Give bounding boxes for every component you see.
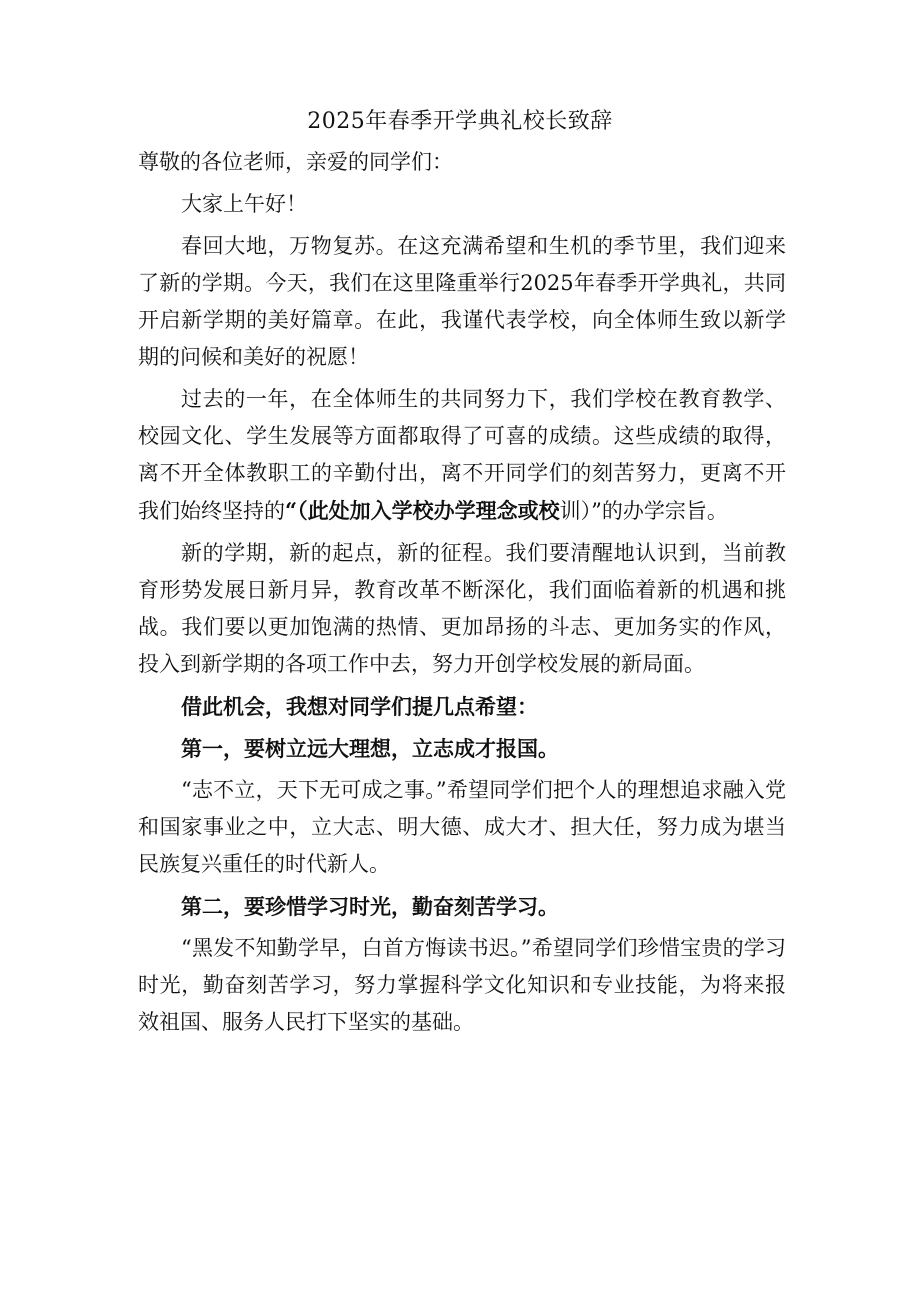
greeting: 大家上午好！	[181, 192, 307, 216]
document-title: 2025年春季开学典礼校长致辞	[307, 109, 613, 134]
hopes-intro: 借此机会，我想对同学们提几点希望：	[181, 694, 538, 719]
document-body	[138, 144, 786, 1046]
hope-1-text: “志不立，天下无可成之事。”希望同学们把个人的理想追求融入党和国家事业之中，立大志、明大德、成大才、担大任，努力成为堪当民族复兴重任的时代新人。	[138, 778, 786, 876]
paragraph-review-end: 训）”的办学宗旨。	[559, 499, 728, 523]
school-motto-placeholder: “（此处加入学校办学理念或校	[285, 498, 560, 523]
paragraph-intro: 春回大地，万物复苏。在这充满希望和生机的季节里，我们迎来了新的学期。今天，我们在这里隆重举行2025年春季开学典礼，共同开启新学期的美好篇章。在此，我谨代表学校，向全体师生致以新学期的问候和美好的祝愿！	[138, 234, 786, 369]
salutation: 尊敬的各位老师，亲爱的同学们：	[138, 150, 453, 174]
hope-1-heading: 第一，要树立远大理想，立志成才报国。	[181, 736, 559, 761]
paragraph-review	[138, 381, 786, 530]
paragraph-review-text: 过去的一年，在全体师生的共同努力下，我们学校在教育教学、校园文化、学生发展等方面都取得了可喜的成绩。这些成绩的取得，离不开全体教职工的辛勤付出，离不开同学们的刻苦努力，更离不开我们始终坚持的	[138, 387, 786, 523]
hope-2-text: “黑发不知勤学早，白首方悔读书迟。”希望同学们珍惜宝贵的学习时光，勤奋刻苦学习，努力掌握科学文化知识和专业技能，为将来报效祖国、服务人民打下坚实的基础。	[138, 936, 786, 1034]
hope-2-heading: 第二，要珍惜学习时光，勤奋刻苦学习。	[181, 894, 559, 919]
paragraph-new-term: 新的学期，新的起点，新的征程。我们要清醒地认识到，当前教育形势发展日新月异，教育改革不断深化，我们面临着新的机遇和挑战。我们要以更加饱满的热情、更加昂扬的斗志、更加务实的作风，投入到新学期的各项工作中去，努力开创学校发展的新局面。	[138, 541, 786, 676]
